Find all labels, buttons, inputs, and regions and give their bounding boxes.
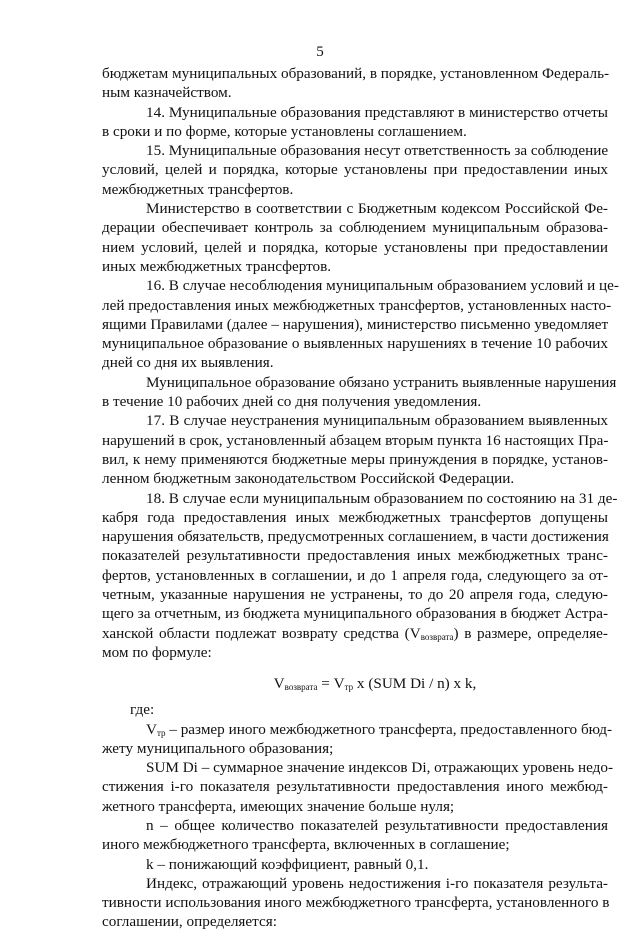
text-line xyxy=(102,720,613,739)
text-line xyxy=(102,739,608,758)
line-text: дерации обеспечивает контроль за соблюдением муниципальным образова- xyxy=(102,219,608,237)
text-line xyxy=(102,218,608,237)
text-line xyxy=(102,296,612,315)
text-line xyxy=(102,893,608,912)
text-block-main xyxy=(102,64,619,662)
line-text: условий, целей и порядка, которые установлены при предоставлении иных xyxy=(102,161,608,179)
line-text: иного межбюджетного трансферта, включенных в соглашение; xyxy=(102,836,510,854)
text-line xyxy=(102,585,608,604)
line-text: вил, к нему применяются бюджетные меры принуждения в порядке, установ- xyxy=(102,450,608,468)
line-text: бюджетам муниципальных образований, в порядке, установленном Федераль- xyxy=(102,65,610,82)
text-line xyxy=(102,469,608,488)
line-text: фертов, установленных в соглашении, и до 1 апреля года, следующего за от- xyxy=(102,566,608,584)
text-line xyxy=(102,855,608,874)
line-text: где: xyxy=(130,701,155,719)
text-line xyxy=(102,411,608,430)
line-text: мом по формуле: xyxy=(102,643,212,661)
line-text: 17. В случае неустранения муниципальным образованием выявленных xyxy=(146,412,608,430)
text-line xyxy=(102,758,614,777)
text-line xyxy=(102,835,608,854)
line-text: тивности использования иного межбюджетного трансферта, установленного в xyxy=(102,894,610,912)
formula-eq: = V xyxy=(317,675,345,693)
text-line xyxy=(102,527,608,546)
line-text: n – общее количество показателей результативности предоставления xyxy=(146,816,608,834)
line-text: четным, указанные нарушения не устранены, то до 20 апреля года, следую- xyxy=(102,586,608,604)
line-text: жетного трансферта, имеющих значение больше нуля; xyxy=(102,797,455,815)
line-text: кабря года предоставления иных межбюджетных трансфертов допущены xyxy=(102,508,608,526)
formula-tr-sub: тр xyxy=(344,682,354,693)
text-line xyxy=(102,643,608,662)
text-line xyxy=(102,103,608,122)
line-text-tail: ) в размере, определяе- xyxy=(453,624,608,642)
line-subscript: тр xyxy=(156,727,166,738)
text-line xyxy=(102,392,608,411)
line-text: нарушений в срок, установленный абзацем вторым пункта 16 настоящих Пра- xyxy=(102,431,609,449)
line-text: ленном бюджетным законодательством Российской Федерации. xyxy=(102,470,515,488)
line-text: Индекс, отражающий уровень недостижения i-го показателя результа- xyxy=(146,874,608,892)
document-body xyxy=(102,64,619,932)
line-text: лей предоставления иных межбюджетных трансфертов, установленных насто- xyxy=(102,296,612,314)
line-text: муниципальное образование о выявленных нарушениях в течение 10 рабочих xyxy=(102,335,608,353)
line-text: Министерство в соответствии с Бюджетным кодексом Российской Фе- xyxy=(146,200,608,218)
line-text: 16. В случае несоблюдения муниципальным образованием условий и це- xyxy=(146,277,619,295)
line-text: в течение 10 рабочих дней со дня получения уведомления. xyxy=(102,393,482,411)
text-line xyxy=(102,450,608,469)
text-line xyxy=(102,238,608,257)
line-text: ным казначейством. xyxy=(102,84,232,102)
text-line xyxy=(102,700,608,719)
text-line xyxy=(102,566,608,585)
line-text: 14. Муниципальные образования представляют в министерство отчеты xyxy=(146,103,608,121)
text-line xyxy=(102,276,619,295)
line-text: SUM Di – суммарное значение индексов Di, отражающих уровень недо- xyxy=(146,759,614,777)
text-line xyxy=(102,373,617,392)
text-block-definitions xyxy=(102,700,614,932)
line-text-tail: – размер иного межбюджетного трансферта, предоставленного бюд- xyxy=(165,720,613,738)
text-line xyxy=(102,777,608,796)
line-text: соглашении, определяется: xyxy=(102,913,277,931)
line-text: показателей результативности предоставления иных межбюджетных транс- xyxy=(102,547,608,565)
line-text: жету муниципального образования; xyxy=(102,739,334,757)
text-line xyxy=(102,912,608,931)
text-line xyxy=(102,199,608,218)
text-line xyxy=(102,624,608,643)
text-line xyxy=(102,546,608,565)
formula-rest: x (SUM Di / n) x k, xyxy=(353,675,477,693)
line-text: иных межбюджетных трансфертов. xyxy=(102,257,332,275)
line-text: ящими Правилами (далее – нарушения), министерство письменно уведомляет xyxy=(102,315,609,333)
line-subscript: возврата xyxy=(420,631,454,642)
text-line xyxy=(102,353,608,372)
text-line xyxy=(102,122,608,141)
text-line xyxy=(102,257,608,276)
line-text: в сроки и по форме, которые установлены соглашением. xyxy=(102,122,467,140)
line-text: щего за отчетным, из бюджета муниципального образования в бюджет Астра- xyxy=(102,605,608,623)
text-line xyxy=(102,83,608,102)
text-line xyxy=(102,315,608,334)
text-line xyxy=(102,334,608,353)
line-text: межбюджетных трансфертов. xyxy=(102,180,294,198)
text-line xyxy=(102,874,608,893)
text-line xyxy=(102,160,608,179)
line-text: дней со дня их выявления. xyxy=(102,354,274,372)
formula-v: V xyxy=(273,675,285,693)
line-text: нием условий, целей и порядка, которые установлены при предоставлении xyxy=(102,238,608,256)
formula-gap-top xyxy=(102,662,608,672)
line-text: ханской области подлежат возврату средства (V xyxy=(102,624,421,642)
line-text: V xyxy=(146,720,157,738)
line-text: нарушения обязательств, предусмотренных соглашением, в части достижения xyxy=(102,528,609,546)
text-line xyxy=(102,64,608,83)
text-line xyxy=(102,431,608,450)
line-text: Муниципальное образование обязано устранить выявленные нарушения xyxy=(146,373,617,391)
formula-v-sub: возврата xyxy=(284,682,318,693)
formula xyxy=(102,672,608,696)
text-line xyxy=(102,816,608,835)
text-line xyxy=(102,508,608,527)
text-line xyxy=(102,604,608,623)
line-text: стижения i-го показателя результативности предоставления иного межбюд- xyxy=(102,778,608,796)
line-text: 15. Муниципальные образования несут ответственность за соблюдение xyxy=(146,142,609,160)
text-line xyxy=(102,180,608,199)
text-line xyxy=(102,797,608,816)
text-line xyxy=(102,489,618,508)
page-number: 5 xyxy=(316,44,324,60)
text-line xyxy=(102,141,608,160)
line-text: 18. В случае если муниципальным образованием по состоянию на 31 де- xyxy=(146,489,618,507)
line-text: k – понижающий коэффициент, равный 0,1. xyxy=(146,855,429,873)
